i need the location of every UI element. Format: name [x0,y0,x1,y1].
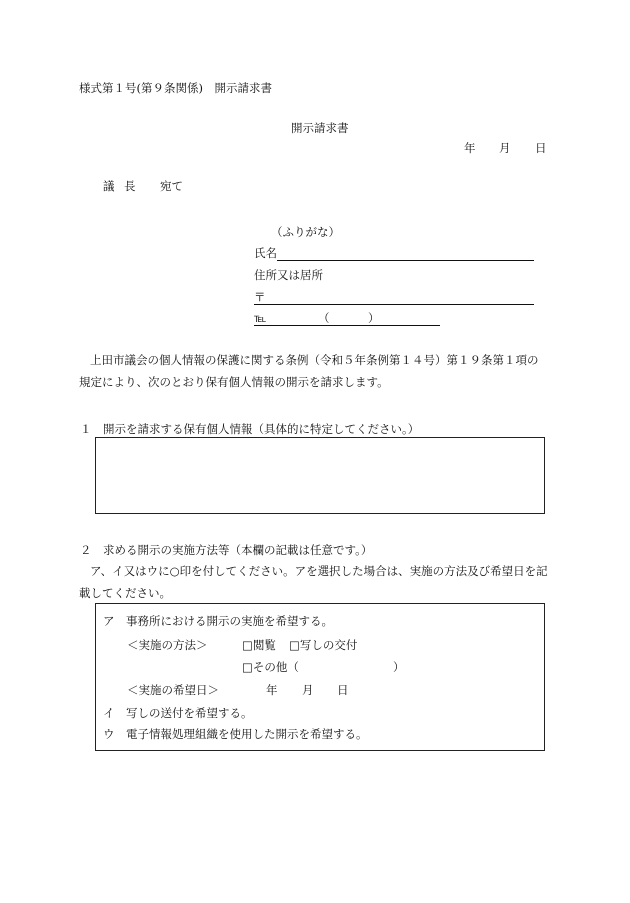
desired-date-label: ＜実施の希望日＞ [127,683,219,697]
section1-heading: １ 開示を請求する保有個人情報（具体的に特定してください。） [80,422,420,436]
option-u[interactable]: ウ 電子情報処理組織を使用した開示を希望する。 [103,727,368,741]
intro-paragraph: 上田市議会の個人情報の保護に関する条例（令和５年条例第１４号）第１９条第１項の規定により、次のとおり保有個人情報の開示を請求します。 [79,353,539,389]
section2-note: ア、イ又はウに○印を付してください。アを選択した場合は、実施の方法及び希望日を記載してください。 [79,564,548,600]
copy-delivery-checkbox[interactable]: □写しの交付 [289,638,358,652]
section2-heading: ２ 求める開示の実施方法等（本欄の記載は任意です。） [80,543,373,557]
viewing-checkbox[interactable]: □閲覧 [242,638,276,652]
date-year-label: 年 [464,141,476,155]
tel-paren-open: （ [318,311,330,325]
desired-day-label: 日 [337,683,349,697]
tel-paren-close: ） [368,311,380,325]
addressee-gi: 議 [103,179,115,193]
addressee-cho: 長 [124,179,136,193]
addressee-ate: 宛て [160,179,183,193]
date-month-label: 月 [499,141,511,155]
name-field-line[interactable] [277,260,534,261]
tel-label: ℡ [254,311,267,325]
method-label: ＜実施の方法＞ [127,638,208,652]
form-number: 様式第１号(第９条関係) 開示請求書 [79,81,272,95]
desired-month-label: 月 [302,683,314,697]
date-day-label: 日 [535,141,547,155]
postal-address-line[interactable] [254,304,534,305]
address-label: 住所又は居所 [254,268,323,282]
other-paren-close: ） [393,660,405,674]
desired-year-label: 年 [266,683,278,697]
tel-field-line[interactable] [254,325,440,326]
option-i[interactable]: イ 写しの送付を希望する。 [103,706,253,720]
requested-info-box[interactable] [95,437,545,514]
other-checkbox[interactable]: □その他（ [242,660,299,674]
furigana-label: （ふりがな） [271,225,340,239]
option-a[interactable]: ア 事務所における開示の実施を希望する。 [103,614,333,628]
name-label: 氏名 [254,246,277,260]
document-title: 開示請求書 [291,121,349,135]
postal-mark: 〒 [254,290,266,304]
